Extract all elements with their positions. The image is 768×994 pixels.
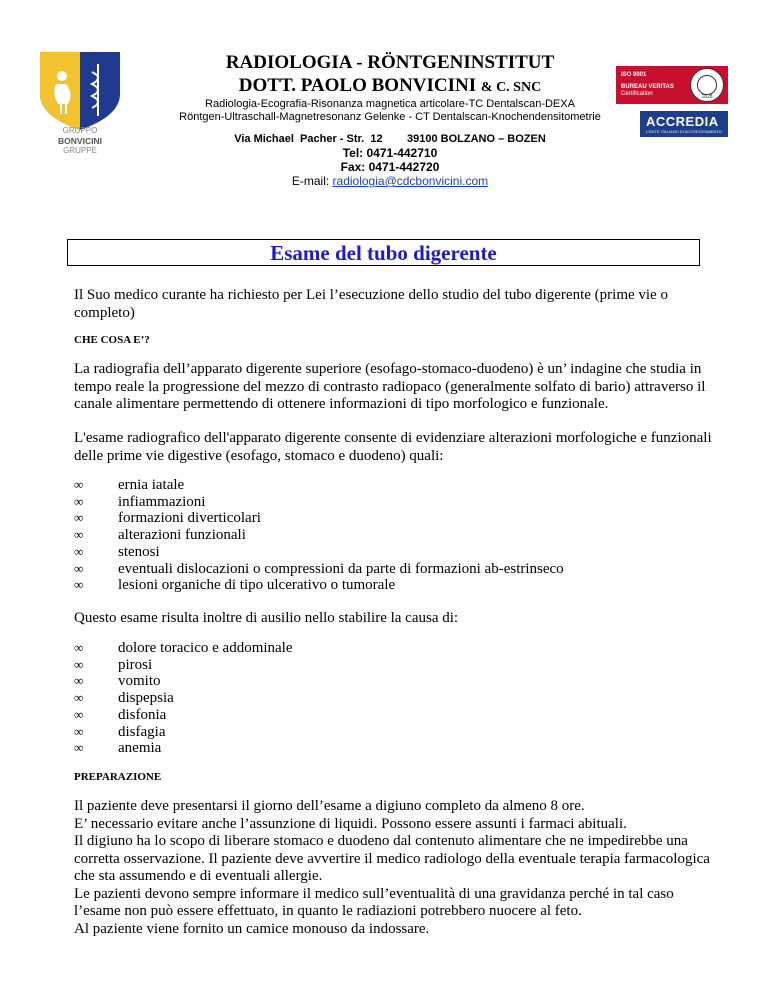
prep-line-5: Al paziente viene fornito un camice monouso da indossare. (74, 920, 430, 937)
list-item-text: dispepsia (118, 690, 174, 707)
logo-group-caption (38, 126, 122, 156)
list-item-text: alterazioni funzionali (118, 527, 246, 544)
certification-label: Certification (621, 91, 653, 97)
prep-paragraph-4: Le pazienti devono sempre informare il medico sull’eventualità di una gravidanza perché in tal caso l’esame non può essere effettuato, in quanto le radiazioni potrebbero nuocere al feto. (74, 885, 674, 919)
intro-paragraph: Il Suo medico curante ha richiesto per Lei l’esecuzione dello studio del tubo digerente (prime vie o completo) (74, 287, 668, 321)
list-item (74, 640, 293, 657)
iso-label: ISO 9001 (621, 72, 647, 78)
telephone: Tel: 0471-442710 (342, 146, 438, 160)
infinity-bullet-icon: ∞ (74, 543, 84, 559)
logo-group-line2: BONVICINI (58, 136, 102, 146)
email-label: E-mail: (291, 174, 333, 188)
infinity-bullet-icon: ∞ (74, 640, 84, 655)
address: Via Michael Pacher - Str. 12 39100 BOLZANO – BOZEN (234, 133, 546, 145)
section-preparation-heading: PREPARAZIONE (74, 771, 162, 783)
infinity-bullet-icon: ∞ (74, 673, 84, 689)
what-paragraph-1: La radiografia dell’apparato digerente superiore (esofago-stomaco-duodeno) è un’ indagine che studia in tempo reale la progressione del mezzo di contrasto radiopaco (generalmente solfato di bario) attraverso il canale alimentare permettendo di ottenere informazioni di tipo morfologico e funzionale. (74, 361, 706, 412)
list-item (74, 673, 293, 690)
list-item (74, 561, 564, 578)
services-italian: Radiologia-Ecografia-Risonanza magnetica articolare-TC Dentalscan-DEXA (205, 98, 575, 110)
list-item (74, 477, 564, 494)
list-item (74, 527, 564, 544)
email-link[interactable]: radiologia@cdcbonvicini.com (332, 174, 489, 188)
list-item (74, 707, 293, 724)
infinity-bullet-icon: ∞ (74, 527, 84, 543)
causes-intro: Questo esame risulta inoltre di ausilio nello stabilire la causa di: (74, 610, 459, 626)
list-item-text: pirosi (118, 656, 153, 673)
bureau-veritas-seal-icon (690, 68, 724, 102)
list-item-text: anemia (118, 740, 162, 757)
list-item (74, 544, 564, 561)
institute-doctor-name: DOTT. PAOLO BONVICINI (238, 75, 477, 96)
list-item-text: disfonia (118, 706, 167, 723)
accredia-tagline: L'ENTE ITALIANO DI ACCREDITAMENTO (646, 129, 722, 134)
list-item-text: infiammazioni (118, 493, 206, 510)
infinity-bullet-icon: ∞ (74, 656, 84, 672)
list-item-text: stenosi (118, 543, 160, 560)
infinity-bullet-icon: ∞ (74, 493, 84, 509)
list-item (74, 510, 564, 527)
list-item-text: disfagia (118, 723, 166, 740)
prep-line-1: Il paziente deve presentarsi il giorno dell’esame a digiuno completo da almeno 8 ore. (74, 798, 585, 814)
accredia-badge (640, 111, 728, 137)
list-item-text: dolore toracico e addominale (118, 640, 293, 656)
prep-line-2: E’ necessario evitare anche l’assunzione di liquidi. Possono essere assunti i farmaci abituali. (74, 815, 627, 832)
logo-group-line1: GRUPPO (62, 126, 98, 135)
infinity-bullet-icon: ∞ (74, 577, 84, 593)
infinity-bullet-icon: ∞ (74, 560, 84, 576)
list-item-text: eventuali dislocazioni o compressioni da parte di formazioni ab-estrinseco (118, 560, 564, 577)
institute-title-line1: RADIOLOGIA - RÖNTGENINSTITUT (225, 52, 555, 73)
list-item (74, 577, 564, 594)
institute-company-suffix: & C. SNC (480, 80, 542, 95)
fax: Fax: 0471-442720 (340, 160, 440, 174)
bureau-veritas-badge (616, 66, 728, 104)
institute-title-line2 (150, 75, 630, 99)
list-item-text: formazioni diverticolari (118, 510, 261, 527)
infinity-bullet-icon: ∞ (74, 510, 84, 526)
infinity-bullet-icon: ∞ (74, 690, 84, 706)
email-line (150, 174, 630, 188)
services-german: Röntgen-Ultraschall-Magnetresonanz Gelenke - CT Dentalscan-Knochendensitometrie (179, 111, 601, 123)
list-item-text: vomito (118, 673, 161, 690)
causes-list (74, 640, 293, 757)
list-item-text: ernia iatale (118, 477, 185, 493)
list-item (74, 690, 293, 707)
logo-group-line3: GRUPPE (63, 146, 97, 155)
prep-paragraph-3: Il digiuno ha lo scopo di liberare stomaco e duodeno dal contenuto alimentare che ne impedirebbe una corretta osservazione. Il paziente deve avvertire il medico radiologo della eventuale terapia farmacologica che sta assumendo e di eventuali allergie. (74, 833, 710, 884)
infinity-bullet-icon: ∞ (74, 740, 84, 756)
infinity-bullet-icon: ∞ (74, 706, 84, 722)
alterations-list (74, 477, 564, 594)
document-title: Esame del tubo digerente (270, 241, 497, 265)
bureau-veritas-label: BUREAU VERITAS (621, 84, 674, 90)
list-item (74, 494, 564, 511)
accredia-name: ACCREDIA (646, 114, 719, 129)
seal-year: 1828 (701, 94, 713, 100)
what-paragraph-2: L'esame radiografico dell'apparato digerente consente di evidenziare alterazioni morfologiche e funzionali delle prime vie digestive (esofago, stomaco e duodeno) quali: (74, 430, 712, 464)
list-item (74, 724, 293, 741)
infinity-bullet-icon: ∞ (74, 477, 84, 492)
infinity-bullet-icon: ∞ (74, 723, 84, 739)
list-item (74, 740, 293, 757)
document-title-box (67, 239, 700, 266)
section-what-heading: CHE COSA E’? (74, 334, 150, 346)
list-item-text: lesioni organiche di tipo ulcerativo o tumorale (118, 577, 396, 594)
list-item (74, 657, 293, 674)
